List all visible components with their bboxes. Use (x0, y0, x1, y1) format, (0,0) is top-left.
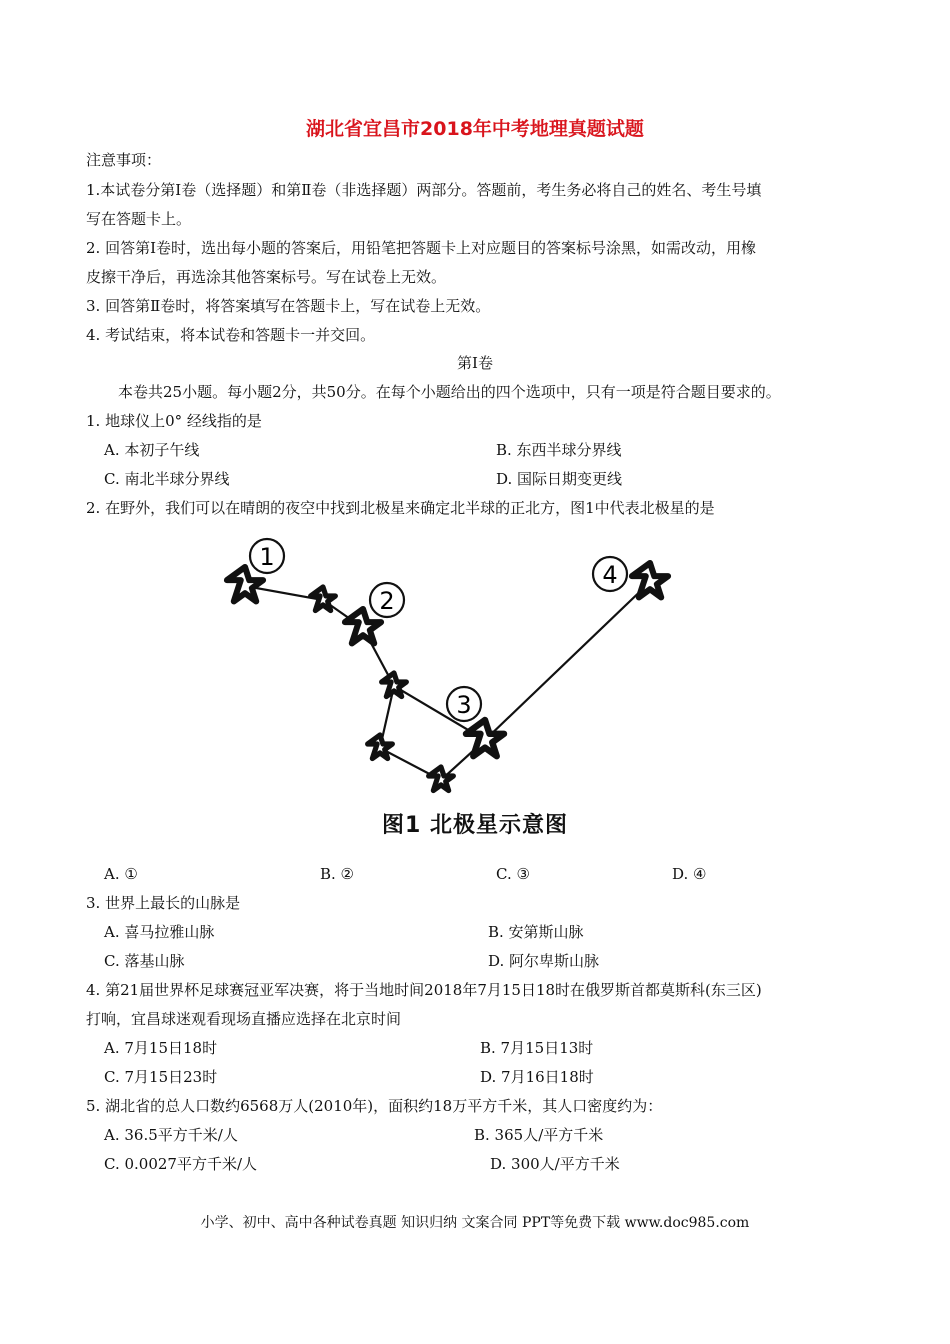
q2-option-d: D. ④ (672, 865, 707, 883)
q4-stem-line-1: 4. 第21届世界杯足球赛冠亚军决赛，将于当地时间2018年7月15日18时在俄罗斯首都莫斯科(东三区) (86, 981, 762, 999)
q4-option-c: C. 7月15日23时 (104, 1068, 218, 1086)
notice-item-1-line-2: 写在答题卡上。 (86, 210, 192, 228)
figure-caption: 图1 北极星示意图 (382, 813, 568, 838)
q2-option-a: A. ① (104, 865, 138, 883)
q3-stem: 3. 世界上最长的山脉是 (86, 894, 241, 912)
q2-stem: 2. 在野外，我们可以在晴朗的夜空中找到北极星来确定北半球的正北方，图1中代表北极星的是 (86, 499, 715, 517)
notice-item-4: 4. 考试结束，将本试卷和答题卡一并交回。 (86, 326, 376, 344)
q4-option-a: A. 7月15日18时 (104, 1039, 218, 1057)
star-4 (632, 563, 668, 597)
connection-lines (245, 582, 650, 780)
svg-text:2: 2 (379, 587, 395, 615)
notice-heading: 注意事项： (86, 151, 162, 169)
q1-option-b: B. 东西半球分界线 (496, 441, 622, 459)
label-1 (250, 539, 284, 573)
star-1 (227, 567, 263, 601)
label-2 (370, 583, 404, 617)
section-heading: 第Ⅰ卷 (457, 354, 493, 372)
q2-option-c: C. ③ (496, 865, 530, 883)
label-4 (593, 557, 627, 591)
q5-option-a: A. 36.5平方千米/人 (104, 1126, 238, 1144)
q4-stem-line-2: 打响，宜昌球迷观看现场直播应选择在北京时间 (86, 1010, 402, 1028)
q3-option-d: D. 阿尔卑斯山脉 (488, 952, 600, 970)
star-unlabeled-c (368, 735, 393, 759)
notice-item-3: 3. 回答第Ⅱ卷时，将答案填写在答题卡上，写在试卷上无效。 (86, 297, 491, 315)
label-3 (447, 687, 481, 721)
q3-option-a: A. 喜马拉雅山脉 (104, 923, 215, 941)
q4-option-b: B. 7月15日13时 (480, 1039, 594, 1057)
notice-item-2-line-1: 2. 回答第Ⅰ卷时，选出每小题的答案后，用铅笔把答题卡上对应题目的答案标号涂黑，如需改动，用橡 (86, 239, 757, 257)
star-2 (345, 609, 381, 643)
notice-item-1-line-1: 1.本试卷分第Ⅰ卷（选择题）和第Ⅱ卷（非选择题）两部分。答题前，考生务必将自己的姓名、考生号填 (86, 181, 762, 199)
q3-option-b: B. 安第斯山脉 (488, 923, 584, 941)
section-intro: 本卷共25小题。每小题2分，共50分。在每个小题给出的四个选项中，只有一项是符合题目要求的。 (118, 383, 781, 401)
svg-text:1: 1 (259, 543, 275, 571)
star-3 (466, 720, 504, 756)
q1-option-d: D. 国际日期变更线 (496, 470, 623, 488)
q2-option-b: B. ② (320, 865, 355, 883)
notice-item-2-line-2: 皮擦干净后，再选涂其他答案标号。写在试卷上无效。 (86, 268, 447, 286)
q1-option-a: A. 本初子午线 (104, 441, 200, 459)
q4-option-d: D. 7月16日18时 (480, 1068, 594, 1086)
q1-stem: 1. 地球仪上0° 经线指的是 (86, 412, 262, 430)
footer-text[interactable]: 小学、初中、高中各种试卷真题 知识归纳 文案合同 PPT等免费下载 www.doc985.com (200, 1215, 750, 1231)
q5-option-c: C. 0.0027平方千米/人 (104, 1155, 258, 1173)
star-unlabeled-b (382, 673, 407, 697)
q3-option-c: C. 落基山脉 (104, 952, 185, 970)
star-unlabeled-d (429, 767, 454, 791)
q5-stem: 5. 湖北省的总人口数约6568万人(2010年)，面积约18万平方千米，其人口密度约为： (86, 1097, 663, 1115)
q5-option-b: B. 365人/平方千米 (474, 1126, 604, 1144)
page-title: 湖北省宜昌市2018年中考地理真题试题 (306, 118, 644, 140)
q1-option-c: C. 南北半球分界线 (104, 470, 230, 488)
svg-text:3: 3 (456, 691, 472, 719)
svg-text:4: 4 (602, 561, 618, 589)
q5-option-d: D. 300人/平方千米 (490, 1155, 620, 1173)
